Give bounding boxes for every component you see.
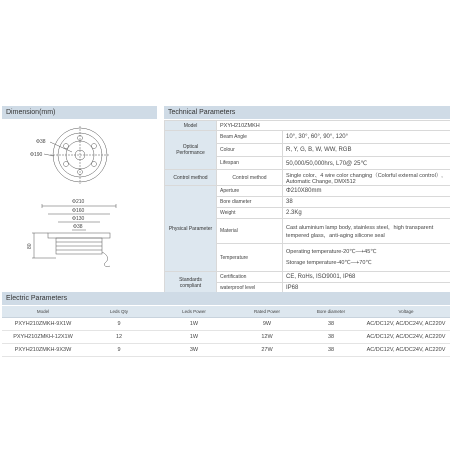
beam-value: 10°, 30°, 60°, 90°, 120°	[283, 131, 450, 144]
colour-value: R, Y, G, B, W, WW, RGB	[283, 144, 450, 157]
technical-header: Technical Parameters	[164, 106, 450, 119]
control-value: Single color、4 wire color changing（Colorful external control）, Automatic Change, DMX512	[283, 170, 450, 186]
lifespan-label: Lifespan	[217, 157, 283, 170]
cell-rated-power: 12W	[234, 331, 300, 344]
header-model: Model	[2, 306, 84, 318]
cell-model: PXYH210ZMKH-9X1W	[2, 318, 84, 331]
table-row	[165, 186, 450, 197]
header-leds-qty: Leds Qty	[84, 306, 154, 318]
cell-leds-qty: 12	[84, 331, 154, 344]
model-value: PXYH210ZMKH	[217, 121, 450, 131]
cell-model: PXYH210ZMKH-9X3W	[2, 344, 84, 357]
certification-label: Certification	[217, 272, 283, 283]
table-row	[165, 121, 450, 131]
top-label-190: Φ190	[30, 152, 43, 158]
bore-value: 38	[283, 197, 450, 208]
weight-label: Weight	[217, 208, 283, 219]
cell-leds-power: 1W	[154, 331, 234, 344]
waterproof-label: waterproof level	[217, 283, 283, 294]
top-label-38: Φ38	[36, 139, 46, 145]
electric-header: Electric Parameters	[2, 292, 450, 305]
side-label-160: Φ160	[72, 208, 85, 214]
electric-table	[2, 306, 450, 357]
bore-label: Bore diameter	[217, 197, 283, 208]
cell-bore-diameter: 38	[300, 318, 362, 331]
dimension-header: Dimension(mm)	[2, 106, 157, 119]
header-bore-diameter: Bore diameter	[300, 306, 362, 318]
table-row	[2, 344, 450, 357]
technical-table	[164, 120, 450, 294]
weight-value: 2.3Kg	[283, 208, 450, 219]
cell-rated-power: 27W	[234, 344, 300, 357]
cell-voltage: AC/DC12V, AC/DC24V, AC220V	[362, 318, 450, 331]
table-row	[165, 131, 450, 144]
optical-label: Optical Performance	[165, 131, 217, 170]
operating-temperature: Operating temperature-20℃—+45℃	[286, 249, 377, 255]
material-value: Cast aluminium lamp body, stainless steel，high transparent tempered glass，anti-aging silicone seal	[283, 219, 450, 244]
side-label-210: Φ210	[72, 199, 85, 205]
cell-leds-qty: 9	[84, 318, 154, 331]
cell-leds-power: 1W	[154, 318, 234, 331]
standards-label: Standards compliant	[165, 272, 217, 294]
storage-temperature: Storage temperature-40℃—+70℃	[286, 260, 372, 266]
temperature-value	[283, 244, 450, 272]
material-label: Material	[217, 219, 283, 244]
control-label: Control method	[217, 170, 283, 186]
cell-voltage: AC/DC12V, AC/DC24V, AC220V	[362, 331, 450, 344]
header-voltage: Voltage	[362, 306, 450, 318]
table-row	[2, 318, 450, 331]
physical-label: Physical Parameter	[165, 186, 217, 272]
certification-value: CE, RoHs, ISO9001, IP68	[283, 272, 450, 283]
height-label-80: 80	[27, 243, 33, 249]
table-row	[165, 272, 450, 283]
side-label-38: Φ38	[73, 224, 83, 230]
top-view-drawing	[44, 126, 110, 184]
header-leds-power: Leds Power	[154, 306, 234, 318]
cell-voltage: AC/DC12V, AC/DC24V, AC220V	[362, 344, 450, 357]
table-row	[165, 170, 450, 186]
model-label: Model	[165, 121, 217, 131]
colour-label: Colour	[217, 144, 283, 157]
temperature-label: Temperature	[217, 244, 283, 272]
waterproof-value: IP68	[283, 283, 450, 294]
cell-leds-power: 3W	[154, 344, 234, 357]
lifespan-value: 50,000/50,000hrs, L70@ 25℃	[283, 157, 450, 170]
dimension-drawing	[2, 120, 157, 280]
header-rated-power: Rated Power	[234, 306, 300, 318]
control-category: Control method	[165, 170, 217, 186]
side-label-130: Φ130	[72, 216, 85, 222]
cell-rated-power: 9W	[234, 318, 300, 331]
aperture-label: Aperture	[217, 186, 283, 197]
cell-bore-diameter: 38	[300, 331, 362, 344]
cell-bore-diameter: 38	[300, 344, 362, 357]
aperture-value: Φ210X80mm	[283, 186, 450, 197]
table-row	[2, 331, 450, 344]
cell-leds-qty: 9	[84, 344, 154, 357]
beam-label: Beam Angle	[217, 131, 283, 144]
table-header-row	[2, 306, 450, 318]
cell-model: PXYH210ZMKH-12X1W	[2, 331, 84, 344]
